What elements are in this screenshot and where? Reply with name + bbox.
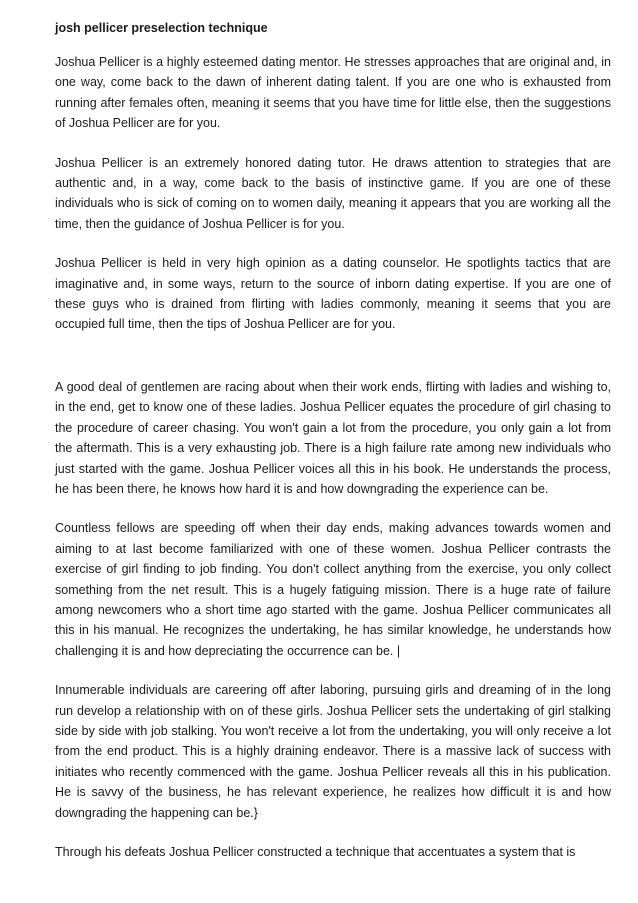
paragraph-4: A good deal of gentlemen are racing about when their work ends, flirting with ladies and wishing to, in the end, get to know one of these ladies. Joshua Pellicer equates the procedure of girl chasing to the procedure of career chasing. You won't gain a lot from the procedure, you only gain a lot from the aftermath. This is a very exhausting job. There is a high failure rate among new individuals who just started with the game. Joshua Pellicer voices all this in his book. He understands the process, he has been there, he knows how hard it is and how downgrading the experience can be. [55,379,611,496]
paragraph-3: Joshua Pellicer is held in very high opinion as a dating counselor. He spotlights tactics that are imaginative and, in some ways, return to the source of inborn dating expertise. If you are one of these guys who is drained from flirting with ladies commonly, meaning it seems that you are occupied full time, then the tips of Joshua Pellicer are for you. [55,256,611,332]
paragraph-2: Joshua Pellicer is an extremely honored dating tutor. He draws attention to strategies that are authentic and, in a way, come back to the basis of instinctive game. If you are one of these individuals who is sick of coming on to women daily, meaning it appears that you are working all the time, then the guidance of Joshua Pellicer is for you. [55,155,611,231]
paragraph-7: Through his defeats Joshua Pellicer constructed a technique that accentuates a system that is [55,845,576,859]
paragraph-6: Innumerable individuals are careering off after laboring, pursuing girls and dreaming of in the long run develop a relationship with on of these girls. Joshua Pellicer sets the undertaking of girl stalking side by side with job stalking. You won't receive a lot from the undertaking, you will only receive a lot from the end product. This is a highly draining endeavor. There is a massive lack of success with initiates who recently commenced with the game. Joshua Pellicer reveals all this in his publication. He is savvy of the business, he has relevant experience, he realizes how difficult it is and how downgrading the happening can be.} [55,683,611,820]
document-title: josh pellicer preselection technique [55,21,268,35]
paragraph-1: Joshua Pellicer is a highly esteemed dating mentor. He stresses approaches that are original and, in one way, come back to the dawn of inherent dating talent. If you are one who is exhausted from running after females often, meaning it seems that you have time for little else, then the suggestions of Joshua Pellicer are for you. [55,55,611,131]
document-page [55,18,611,862]
paragraph-5: Countless fellows are speeding off when their day ends, making advances towards women and aiming to at last become familiarized with one of these women. Joshua Pellicer contrasts the exercise of girl finding to job finding. You don't collect anything from the exercise, you only collect something from the net result. This is a hugely fatiguing mission. There is a huge rate of failure among newcomers who a short time ago started with the game. Joshua Pellicer communicates all this in his manual. He recognizes the undertaking, he has similar knowledge, he understands how challenging it is and how depreciating the occurrence can be. | [55,521,611,658]
